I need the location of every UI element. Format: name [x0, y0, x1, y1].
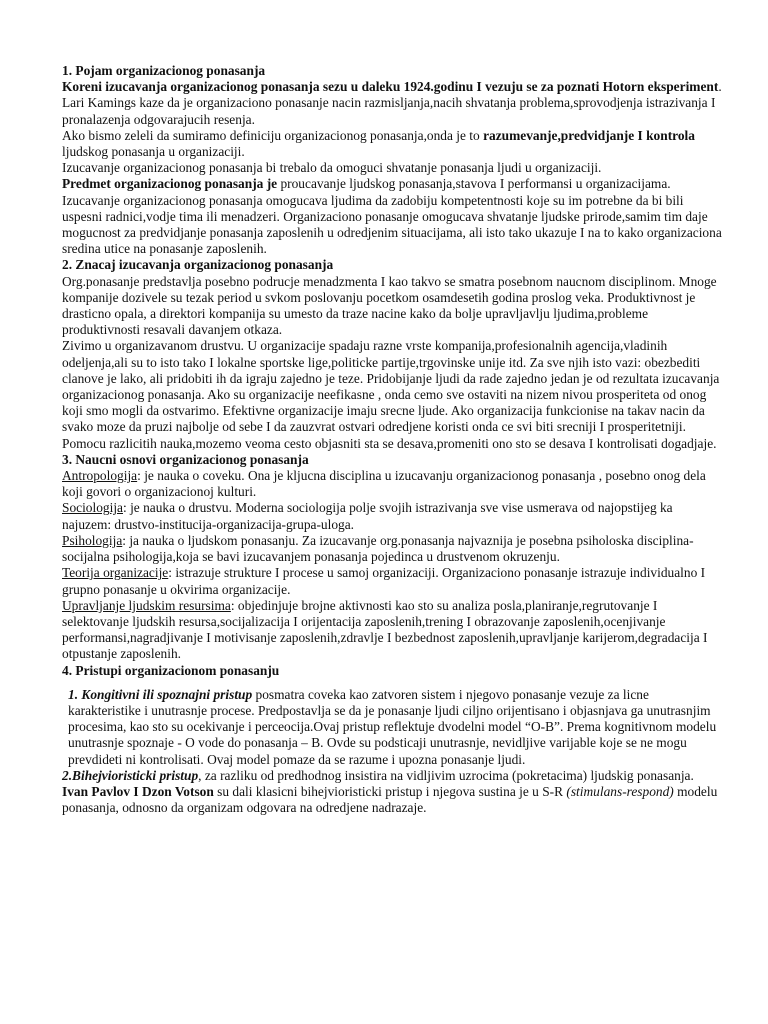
section-1-paragraph-2: [62, 128, 722, 160]
section-4-p1-title: 1. Kongitivni ili spoznajni pristup: [68, 686, 253, 702]
section-3-item-text: : istrazuje strukture I procese u samoj organizaciji. Organizaciono ponasanje istrazuje individualno I grupno ponasanje u okvirima organizacije.: [62, 565, 706, 597]
section-4-p1-rest: posmatra coveka kao zatvoren sistem i njegovo ponasanje vezuje za licne karakteristike i unutrasnje procese. Predpostavlja se da je ponasanje ljudi ciljno orijentisano i objasnjava ga unutrasnjim procesima, kao sto su ocekivanje i perceocija.Ovaj pristup reflektuje dvodelni model “O-B”. Prema kognitivnom modelu unutrasnje spoznaje - O vode do ponasanja – B. Ovde su podsticaji unutrasnje, nevidljive varijable koje se ne mogu prevdideti ni kontrolisati. Ovaj model pomaze da se razume i upozna ponasanje ljudi.: [68, 686, 717, 767]
section-4-paragraph-1: [62, 687, 722, 768]
section-4-p2-bold: Ivan Pavlov I Dzon Votson: [62, 783, 214, 799]
section-1-p2-bold: razumevanje,predvidjanje I kontrola: [483, 127, 695, 143]
section-1-p2-b: ljudskog ponasanja u organizaciji.: [62, 144, 245, 160]
section-2-heading: 2. Znacaj izucavanja organizacionog ponasanja: [62, 257, 334, 273]
section-3-item-text: : je nauka o coveku. Ona je kljucna disciplina u izucavanju organizacionog ponasanja , posebno onog dela koji govori o organizacionoj kulturi.: [62, 468, 706, 500]
section-4-spacer: [62, 679, 722, 687]
section-4-p2-b: su dali klasicni bihejvioristicki pristup i njegova sustina je u S-R: [213, 783, 567, 799]
section-3-heading: 3. Naucni osnovi organizacionog ponasanja: [62, 451, 309, 467]
section-3-item-text: : objedinjuje brojne aktivnosti kao sto su analiza posla,planiranje,regrutovanje I selektovanje ljudskih resursa,socijalizacija I orijentacija zaposlenih,trening I obrazovanje zaposlenih,ocenjivanje performansi,nagradjivanje I motivisanje zaposlenih,zdravlje I bezbednost zaposlenih,upravljanje karijerom,degradacija I otpustanje zaposlenih.: [62, 597, 708, 662]
section-3-item-text: : ja nauka o ljudskom ponasanju. Za izucavanje org.ponasanja najvaznija je posebna psiholoska disciplina-socijalna psihologija,koja se bavi izucavanjem ponasanja pojedinca u drustvenom okruzenju.: [62, 532, 694, 565]
section-1-p1-rest: . Lari Kamings kaze da je organizaciono ponasanje nacin razmisljanja,nacih shvatanja problema,sprovodjenja istrazivanja I pronalazenja odgovarajucih resenja.: [62, 79, 722, 127]
section-1-p4-rest: proucavanje ljudskog ponasanja,stavova I performansi u organizacijama.: [277, 176, 671, 192]
section-4-heading: 4. Pristupi organizacionom ponasanju: [62, 662, 280, 678]
section-3-item: [62, 468, 722, 500]
section-3-item: [62, 565, 722, 597]
document-page: [62, 63, 722, 816]
section-4-paragraph-2: [62, 768, 722, 817]
section-2-paragraph-1: Org.ponasanje predstavlja posebno podrucje menadzmenta I kao takvo se smatra posebnom naucnom disciplinom. Mnoge kompanije dozivele su tezak period u svkom poslovanju pocetkom osamdesetih godina proslog veka. Produktivnost je drasticno opala, a direktori kompanija su umesto da traze nacine kako da bolje upravljavlju ljudima,probleme produktivnosti resavali davanjem otkaza.: [62, 273, 717, 338]
section-3-item-text: : je nauka o drustvu. Moderna sociologija polje svojih istrazivanja sve vise usmerava od najopstijeg ka najuzem: drustvo-institucija-organizacija-grupa-uloga.: [62, 500, 673, 532]
section-4-p2-c: modelu ponasanja, odnosno da organizam odgovara na odredjene nadrazaje.: [62, 783, 718, 816]
section-3-item-term: Sociologija: [62, 500, 123, 516]
section-4-p2-a: , za razliku od predhodnog insistira na vidljivim uzrocima (pokretacima) ljudskig ponasanja.: [198, 767, 694, 783]
section-4-p2-title: 2.Bihejvioristicki pristup: [62, 767, 199, 783]
section-3-item-term: Upravljanje ljudskim resursima: [62, 597, 231, 613]
section-1-paragraph-1: [62, 79, 722, 128]
section-1-p4-bold: Predmet organizacionog ponasanja je: [62, 176, 278, 192]
section-3-item-term: Psihologija: [62, 532, 123, 548]
section-1-heading: 1. Pojam organizacionog ponasanja: [62, 63, 266, 78]
section-1-paragraph-5: Izucavanje organizacionog ponasanja omogucava ljudima da zadobiju kompetentnosti koje su im potrebne da bi bili uspesni radnici,vodje tima ili menadzeri. Organizaciono ponasanje omogucava shvatanje ljudske prirode,samim tim daje mogucnost za predvidjanje ponasanja zaposlenih u odredjenim situacijama, ali isto tako ukazuje I na to kako organizaciona sredina utice na ponasanje zaposlenih.: [62, 192, 722, 257]
section-3-item: [62, 500, 722, 532]
section-1-p1-bold: Koreni izucavanja organizacionog ponasanja sezu u daleku 1924.godinu I vezuju se za poznati Hotorn eksperiment: [62, 79, 719, 95]
section-2-paragraph-2: Zivimo u organizavanom drustvu. U organizacije spadaju razne vrste kompanija,profesionalnih agencija,vladinih odeljenja,ali su to isto tako I lokalne sportske lige,politicke partije,trgovinske unije itd. Za sve njih isto vazi: obezbediti clanove je lako, ali pridobiti ih da igraju zajedno je teze. Pridobijanje ljudi da rade zajedno jedan je od rezultata izucavanja organizacionog ponasanja. Ako su organizacije neefikasne , onda cemo sve ostaviti na nizem nivou prosperiteta od onog koji smo mogli da ostvarimo. Efektivne organizacije imaju srecne ljude. Ako organizacija funkcionise na takav nacin da svako moze da pruzi najbolje od sebe I da zauzvrat ostvari odredjene koristi onda ce svi biti srecniji I prosperitetniji. Pomocu razlicitih nauka,mozemo veoma cesto objasniti sta se desava,promeniti ono sto se desava I kontrolisati dogadjaje.: [62, 338, 720, 451]
section-3-item-term: Antropologija: [62, 468, 138, 484]
section-1-paragraph-3: Izucavanje organizacionog ponasanja bi trebalo da omoguci shvatanje ponasanja ljudi u organizaciji.: [62, 160, 602, 176]
section-1-paragraph-4: [62, 176, 722, 192]
section-3-item: [62, 598, 722, 663]
section-4-p2-italic: (stimulans-respond): [566, 783, 674, 799]
section-3-item: [62, 533, 722, 565]
section-1-p2-a: Ako bismo zeleli da sumiramo definiciju organizacionog ponasanja,onda je to: [62, 127, 484, 143]
section-3-item-term: Teorija organizacije: [62, 565, 169, 581]
